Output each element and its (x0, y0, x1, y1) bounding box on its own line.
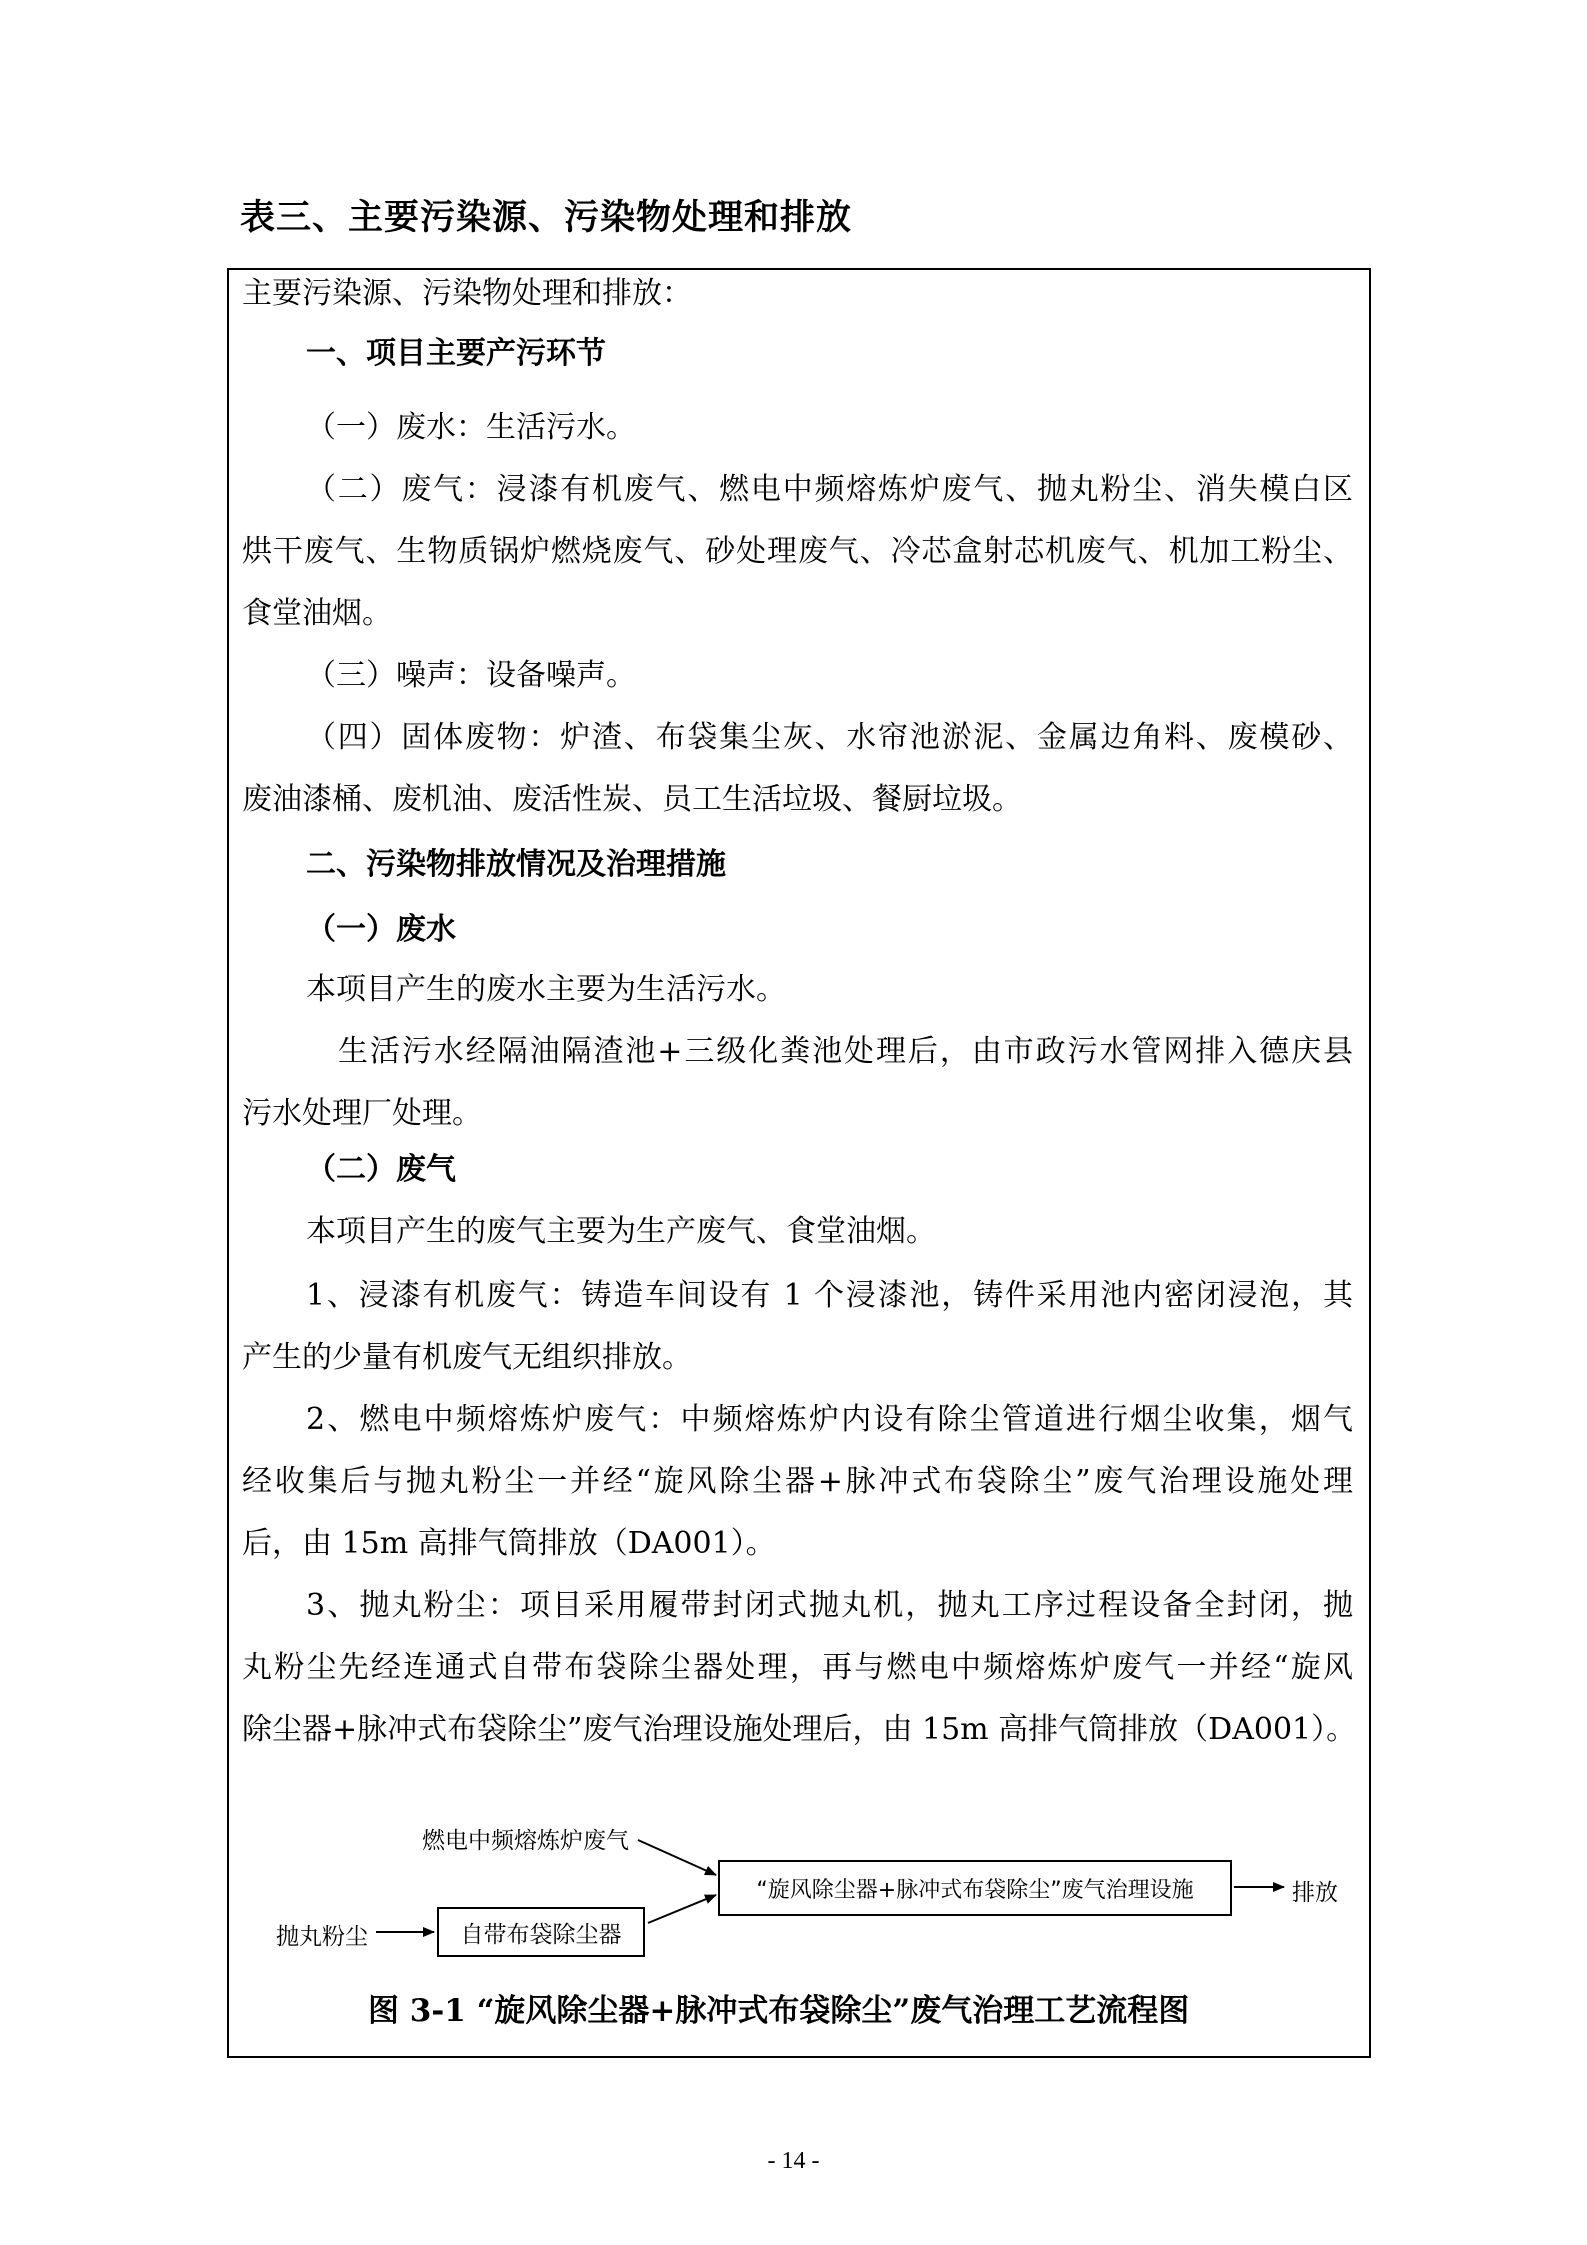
gas-item2-line3: 后，由 15m 高排气筒排放（DA001）。 (242, 1526, 776, 1561)
arrow-furnace-to-main (638, 1840, 716, 1875)
figure-caption: 图 3-1 “旋风除尘器+脉冲式布袋除尘”废气治理工艺流程图 (368, 1993, 1190, 2029)
diagram-main-treatment-box: “旋风除尘器+脉冲式布袋除尘”废气治理设施 (718, 1860, 1232, 1916)
gas-item-line1: （二）废气：浸漆有机废气、燃电中频熔炼炉废气、抛丸粉尘、消失模白区 (306, 472, 1353, 507)
section2-heading: 二、污染物排放情况及治理措施 (306, 847, 726, 882)
solid-item-line1: （四）固体废物：炉渣、布袋集尘灰、水帘池淤泥、金属边角料、废模砂、 (306, 720, 1353, 755)
wastewater-paragraph1: 本项目产生的废水主要为生活污水。 (306, 972, 786, 1007)
diagram-pre-filter-box: 自带布袋除尘器 (437, 1907, 645, 1957)
gas-item2-line2: 经收集后与抛丸粉尘一并经“旋风除尘器+脉冲式布袋除尘”废气治理设施处理 (242, 1464, 1353, 1499)
page-title: 表三、主要污染源、污染物处理和排放 (240, 197, 853, 238)
wastewater-paragraph2-line2: 污水处理厂处理。 (242, 1096, 482, 1131)
diagram-input-blast: 抛丸粉尘 (276, 1924, 368, 1950)
gas-heading: （二）废气 (306, 1152, 456, 1187)
page-number: - 14 - (767, 2148, 820, 2174)
intro-text: 主要污染源、污染物处理和排放： (242, 276, 692, 311)
solid-item-line2: 废油漆桶、废机油、废活性炭、员工生活垃圾、餐厨垃圾。 (242, 782, 1022, 817)
diagram-output: 排放 (1292, 1880, 1338, 1906)
gas-item1-line1: 1、浸漆有机废气：铸造车间设有 1 个浸漆池，铸件采用池内密闭浸泡，其 (306, 1278, 1353, 1313)
gas-item3-line1: 3、抛丸粉尘：项目采用履带封闭式抛丸机，抛丸工序过程设备全封闭，抛 (306, 1588, 1353, 1623)
gas-item3-line3: 除尘器+脉冲式布袋除尘”废气治理设施处理后，由 15m 高排气筒排放（DA001）。 (242, 1712, 1357, 1747)
gas-item1-line2: 产生的少量有机废气无组织排放。 (242, 1340, 692, 1375)
gas-item2-line1: 2、燃电中频熔炼炉废气：中频熔炼炉内设有除尘管道进行烟尘收集，烟气 (306, 1402, 1353, 1437)
gas-item-line3: 食堂油烟。 (242, 596, 392, 631)
section1-heading: 一、项目主要产污环节 (306, 336, 606, 371)
noise-item: （三）噪声：设备噪声。 (306, 658, 636, 693)
arrow-pre-to-main (648, 1895, 716, 1923)
wastewater-paragraph2-line1: 生活污水经隔油隔渣池+三级化粪池处理后，由市政污水管网排入德庆县 (338, 1034, 1353, 1069)
wastewater-heading: （一）废水 (306, 912, 456, 947)
diagram-input-furnace: 燃电中频熔炼炉废气 (422, 1828, 629, 1854)
gas-item3-line2: 丸粉尘先经连通式自带布袋除尘器处理，再与燃电中频熔炼炉废气一并经“旋风 (242, 1650, 1353, 1685)
gas-item-line2: 烘干废气、生物质锅炉燃烧废气、砂处理废气、冷芯盒射芯机废气、机加工粉尘、 (242, 534, 1353, 569)
wastewater-item: （一）废水：生活污水。 (306, 410, 636, 445)
gas-paragraph1: 本项目产生的废气主要为生产废气、食堂油烟。 (306, 1214, 936, 1249)
